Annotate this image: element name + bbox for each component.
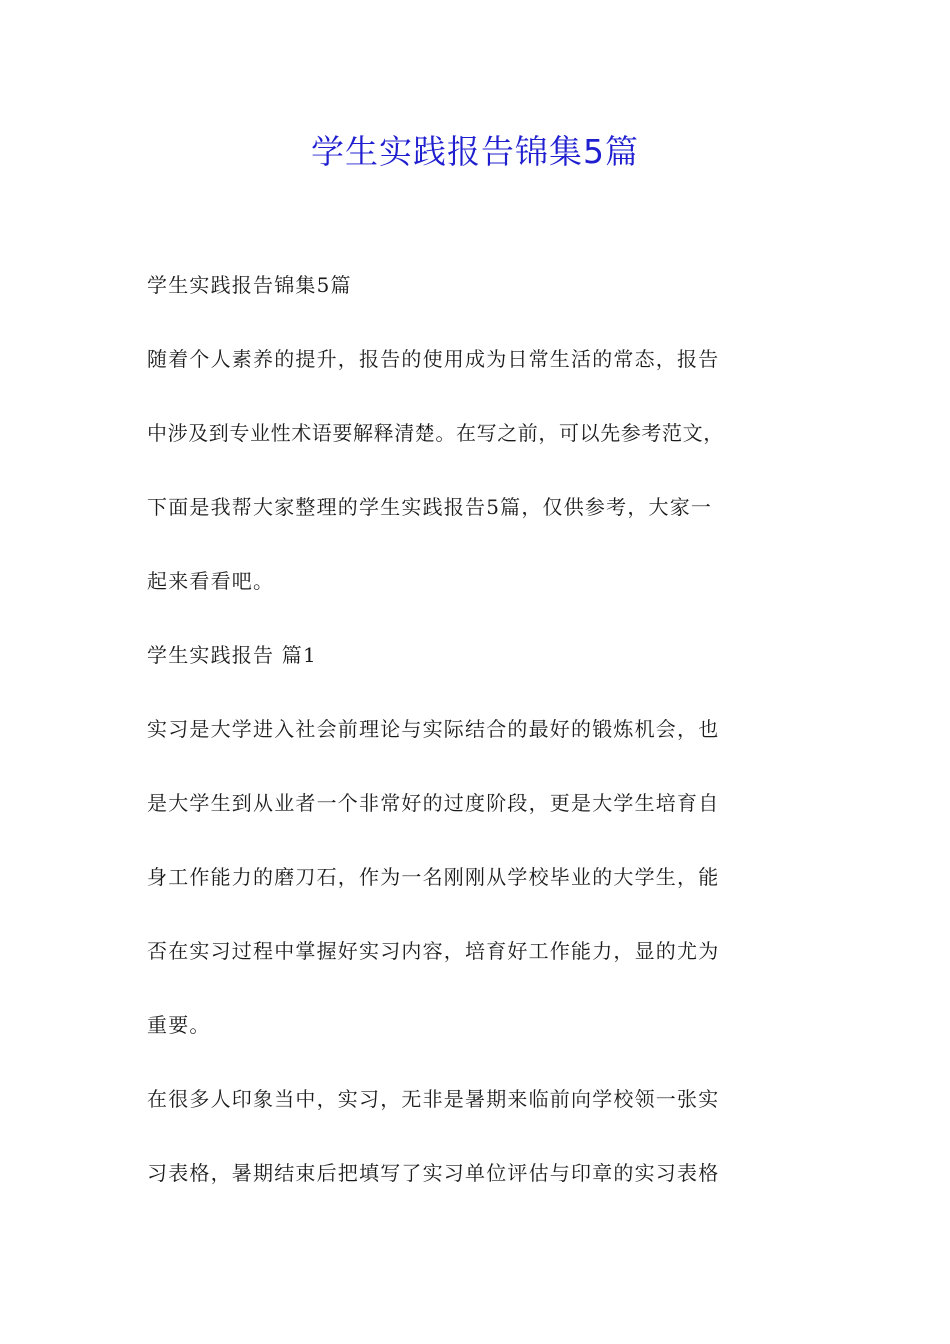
paragraph-line: 随着个人素养的提升，报告的使用成为日常生活的常态，报告 <box>147 347 720 371</box>
document-title: 学生实践报告锦集5篇 <box>311 132 639 171</box>
subtitle-line: 学生实践报告锦集5篇 <box>147 273 352 297</box>
paragraph-line: 实习是大学进入社会前理论与实际结合的最好的锻炼机会，也 <box>147 717 720 741</box>
paragraph-line: 否在实习过程中掌握好实习内容，培育好工作能力，显的尤为 <box>147 939 720 963</box>
section-heading: 学生实践报告 篇1 <box>147 643 317 667</box>
document-body <box>147 263 807 1225</box>
paragraph-line: 下面是我帮大家整理的学生实践报告5篇，仅供参考，大家一 <box>147 495 713 519</box>
paragraph-line: 中涉及到专业性术语要解释清楚。在写之前，可以先参考范文， <box>147 421 724 445</box>
paragraph-line: 习表格，暑期结束后把填写了实习单位评估与印章的实习表格 <box>147 1161 720 1185</box>
paragraph-line: 在很多人印象当中，实习，无非是暑期来临前向学校领一张实 <box>147 1087 720 1111</box>
paragraph-line: 身工作能力的磨刀石，作为一名刚刚从学校毕业的大学生，能 <box>147 865 720 889</box>
paragraph-line: 重要。 <box>147 1013 211 1037</box>
paragraph-line: 是大学生到从业者一个非常好的过度阶段，更是大学生培育自 <box>147 791 720 815</box>
paragraph-line: 起来看看吧。 <box>147 569 275 593</box>
